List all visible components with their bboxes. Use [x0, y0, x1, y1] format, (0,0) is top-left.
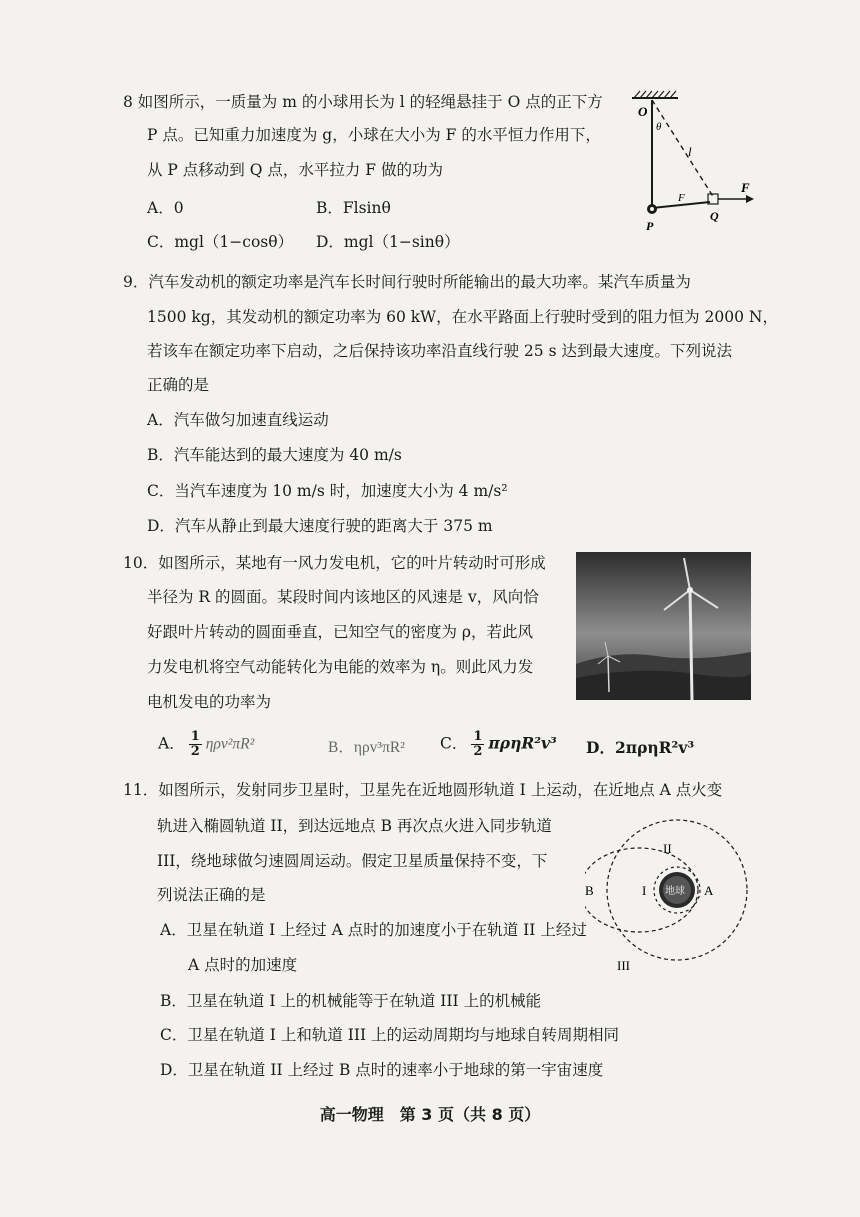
q10-line-1: 10．如图所示，某地有一风力发电机，它的叶片转动时可形成 — [123, 554, 546, 572]
q10-option-b: B．ηρv³πR² — [328, 739, 405, 756]
q11-line-3: III，绕地球做匀速圆周运动。假定卫星质量保持不变，下 — [157, 852, 548, 870]
q9-option-d: D．汽车从静止到最大速度行驶的距离大于 375 m — [147, 517, 493, 535]
q8-label-f-arrow: F — [741, 180, 750, 195]
q11-label-earth: 地球 — [665, 886, 685, 897]
q10-option-a-expression: ηρv²πR² — [205, 735, 255, 753]
q10-option-c-expression: πρηR²v³ — [488, 733, 557, 753]
q10-option-a-denominator: 2 — [190, 744, 200, 759]
q10-option-a-numerator: 1 — [190, 729, 200, 744]
q8-label-q: Q — [710, 209, 719, 223]
q8-option-a: A．0 — [147, 199, 184, 217]
q8-line-3: 从 P 点移动到 Q 点，水平拉力 F 做的功为 — [147, 161, 443, 179]
q8-label-l: l — [688, 144, 692, 159]
q11-option-b: B．卫星在轨道 I 上的机械能等于在轨道 III 上的机械能 — [160, 992, 542, 1010]
q8-line-2: P 点。已知重力加速度为 g，小球在大小为 F 的水平恒力作用下， — [147, 126, 601, 144]
q10-option-c — [440, 730, 557, 759]
wind-turbine-photo — [576, 552, 751, 700]
q11-label-ii: II — [663, 841, 672, 856]
q11-label-i: I — [642, 883, 647, 898]
q9-option-a: A．汽车做匀加速直线运动 — [147, 411, 329, 429]
q8-label-p: P — [646, 219, 654, 233]
page-footer: 高一物理 第 3 页（共 8 页） — [319, 1105, 541, 1124]
q10-line-5: 电机发电的功率为 — [147, 693, 272, 711]
q10-option-c-label: C． — [440, 734, 468, 753]
q11-label-b: B — [585, 883, 594, 898]
q11-label-iii: III — [617, 958, 630, 973]
q8-line-1: 8 如图所示，一质量为 m 的小球用长为 l 的轻绳悬挂于 O 点的正下方 — [123, 93, 603, 111]
q8-label-theta: θ — [656, 121, 662, 133]
q8-option-b: B．Flsinθ — [316, 199, 391, 217]
q11-option-a: A．卫星在轨道 I 上经过 A 点时的加速度小于在轨道 II 上经过 — [160, 921, 587, 939]
q10-line-4: 力发电机将空气动能转化为电能的效率为 η。则此风力发 — [147, 658, 534, 676]
q11-option-a-cont: A 点时的加速度 — [188, 956, 298, 974]
q10-line-2: 半径为 R 的圆面。某段时间内该地区的风速是 v，风向恰 — [147, 588, 539, 606]
q10-option-a-fraction — [189, 730, 202, 759]
q10-option-a-label: A． — [158, 734, 185, 753]
q9-line-3: 若该车在额定功率下启动，之后保持该功率沿直线行驶 25 s 达到最大速度。下列说法 — [147, 342, 732, 360]
q9-line-1: 9．汽车发动机的额定功率是汽车长时间行驶时所能输出的最大功率。某汽车质量为 — [123, 273, 691, 291]
q8-label-f-small: F — [678, 192, 685, 204]
q10-option-c-denominator: 2 — [473, 744, 483, 759]
q11-line-2: 轨进入椭圆轨道 II，到达远地点 B 再次点火进入同步轨道 — [157, 817, 552, 835]
q10-option-a — [158, 730, 254, 759]
q8-option-c: C．mgl（1−cosθ） — [147, 233, 294, 251]
q11-label-a: A — [704, 883, 714, 898]
q8-option-d: D．mgl（1−sinθ） — [316, 233, 460, 251]
q9-option-c: C．当汽车速度为 10 m/s 时，加速度大小为 4 m/s² — [147, 482, 508, 500]
q10-line-3: 好跟叶片转动的圆面垂直，已知空气的密度为 ρ，若此风 — [147, 623, 534, 641]
q11-option-c: C．卫星在轨道 I 上和轨道 III 上的运动周期均与地球自转周期相同 — [160, 1026, 620, 1044]
q11-line-1: 11．如图所示，发射同步卫星时，卫星先在近地圆形轨道 I 上运动，在近地点 A 点火变 — [123, 781, 723, 799]
q11-orbit-figure — [585, 808, 760, 978]
q8-label-o: O — [638, 104, 648, 119]
q11-option-d: D．卫星在轨道 II 上经过 B 点时的速率小于地球的第一宇宙速度 — [160, 1061, 604, 1079]
q10-option-d: D．2πρηR²v³ — [586, 738, 695, 757]
q9-line-2: 1500 kg，其发动机的额定功率为 60 kW，在水平路面上行驶时受到的阻力恒为 2000 N， — [147, 308, 778, 326]
q11-line-4: 列说法正确的是 — [157, 886, 266, 904]
q9-line-4: 正确的是 — [147, 376, 210, 394]
q10-option-c-fraction — [471, 730, 484, 759]
q9-option-b: B．汽车能达到的最大速度为 40 m/s — [147, 446, 402, 464]
q8-pendulum-figure — [628, 88, 758, 238]
q10-option-c-numerator: 1 — [473, 729, 483, 744]
